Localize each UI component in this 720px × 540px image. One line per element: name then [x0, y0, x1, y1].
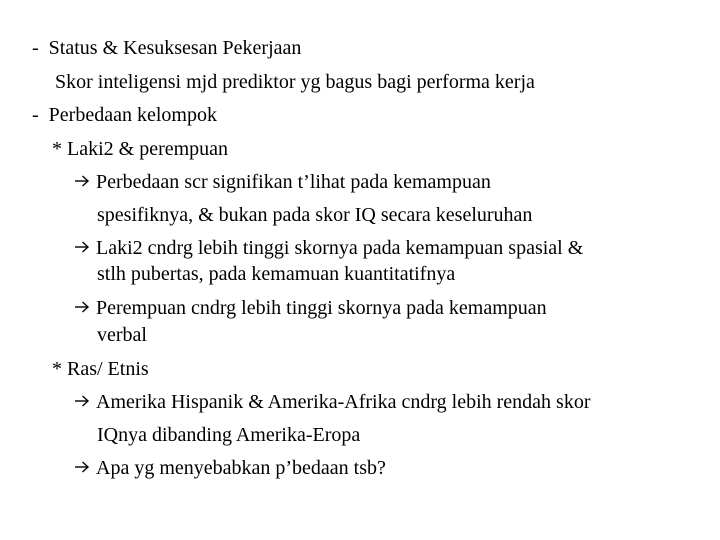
- point-text: Apa yg menyebabkan p’bedaan tsb?: [96, 457, 386, 479]
- arrow-right-icon: [74, 456, 90, 480]
- gender-point-2-line-2: stlh pubertas, pada kemamuan kuantitatifnya: [97, 263, 456, 285]
- arrow-right-icon: [74, 390, 90, 414]
- bullet: -: [32, 37, 39, 59]
- gender-point-3-line-1: [74, 296, 547, 320]
- gender-point-2-line-1: [74, 236, 583, 260]
- gender-point-1-line-2: spesifiknya, & bukan pada skor IQ secara keseluruhan: [97, 204, 533, 226]
- arrow-right-icon: [74, 170, 90, 194]
- point-text: Laki2 cndrg lebih tinggi skornya pada kemampuan spasial &: [96, 237, 584, 259]
- ethnic-point-1-line-2: IQnya dibanding Amerika-Eropa: [97, 424, 361, 446]
- arrow-right-icon: [74, 296, 90, 320]
- point-text: Perempuan cndrg lebih tinggi skornya pada kemampuan: [96, 297, 547, 319]
- section1-title: Status & Kesuksesan Pekerjaan: [48, 37, 302, 59]
- arrow-right-icon: [74, 236, 90, 260]
- section1-body: Skor inteligensi mjd prediktor yg bagus bagi performa kerja: [55, 71, 535, 93]
- section1-title-line: [32, 36, 301, 60]
- ethnic-heading: * Ras/ Etnis: [52, 358, 149, 380]
- bullet: -: [32, 104, 39, 126]
- point-text: Amerika Hispanik & Amerika-Afrika cndrg lebih rendah skor: [96, 391, 591, 413]
- section2-title: Perbedaan kelompok: [48, 104, 217, 126]
- section2-title-line: [32, 103, 217, 127]
- ethnic-point-2-line-1: [74, 456, 386, 480]
- ethnic-point-1-line-1: [74, 390, 591, 414]
- gender-point-1-line-1: [74, 170, 491, 194]
- point-text: Perbedaan scr signifikan t’lihat pada kemampuan: [96, 171, 491, 193]
- gender-point-3-line-2: verbal: [97, 324, 147, 346]
- gender-heading: * Laki2 & perempuan: [52, 138, 229, 160]
